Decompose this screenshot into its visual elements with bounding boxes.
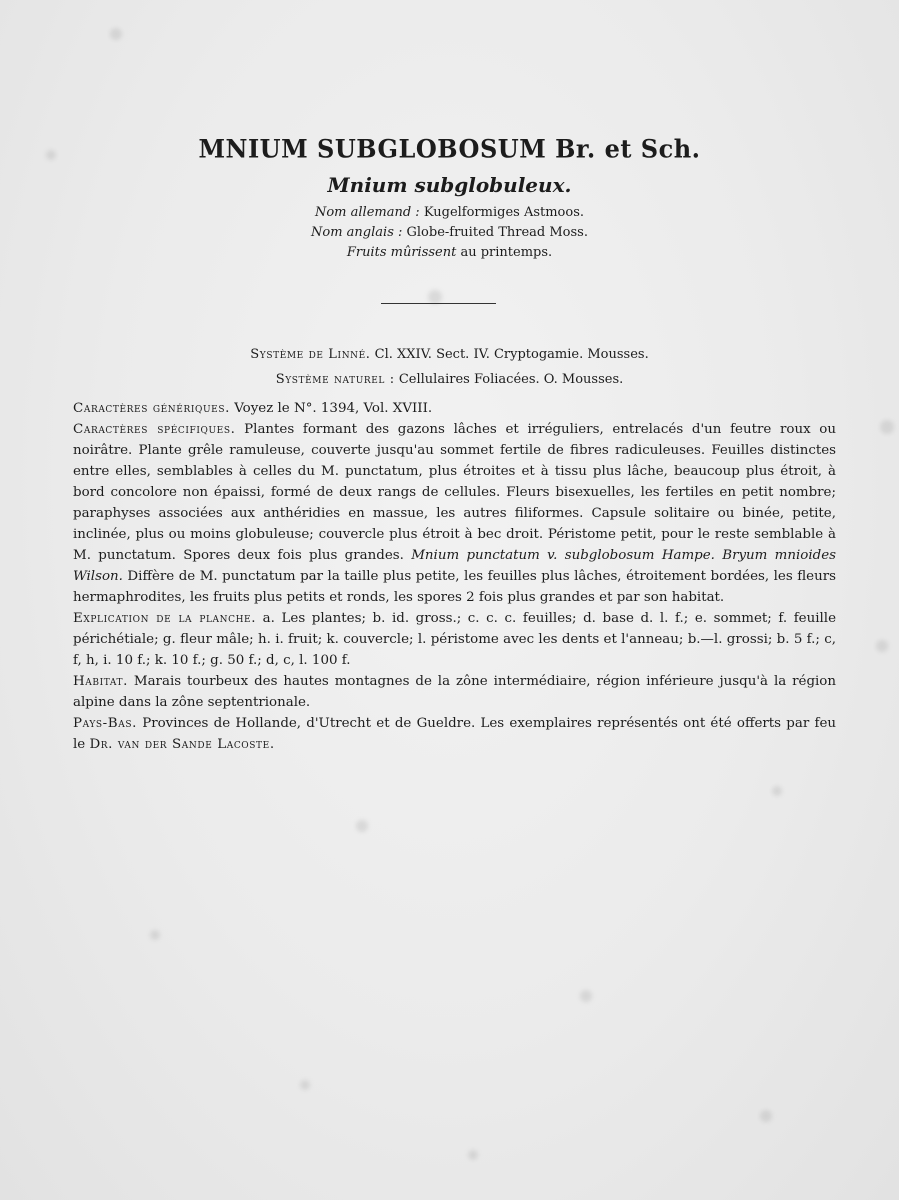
paper-spot bbox=[468, 1150, 478, 1160]
english-name-line bbox=[0, 225, 899, 240]
habitat-label: Habitat. bbox=[73, 674, 128, 689]
english-name-label: Nom anglais : bbox=[311, 225, 403, 240]
generic-characters-paragraph bbox=[73, 398, 836, 419]
netherlands-paragraph bbox=[73, 713, 836, 755]
specific-characters-paragraph bbox=[73, 419, 836, 608]
fruit-season-line bbox=[0, 245, 899, 260]
paper-spot bbox=[428, 290, 442, 304]
natural-system-line bbox=[0, 372, 899, 387]
natural-system-value: Cellulaires Foliacées. O. Mousses. bbox=[394, 372, 624, 387]
plate-explanation-text: a. Les plantes; b. id. gross.; c. c. c. feuilles; d. base d. l. f.; e. sommet; f. feuille périchétiale; g. fleur mâle; h. i. fruit; k. couvercle; l. péristome avec les dents et l'anneau; b.—l. grossi; b. 5 f.; c, f, h, i. 10 f.; k. 10 f.; g. 50 f.; d, c, l. 100 f. bbox=[73, 611, 836, 668]
linne-system-value: Cl. XXIV. Sect. IV. Cryptogamie. Mousses. bbox=[370, 347, 649, 362]
paper-spot bbox=[150, 930, 160, 940]
german-name-label: Nom allemand : bbox=[314, 205, 420, 220]
specific-characters-text: Plantes formant des gazons lâches et irréguliers, entrelacés d'un feutre roux ou noirâtre. Plante grêle ramuleuse, couverte jusqu'au sommet fertile de fibres radiculeuses. Feuilles distinctes entre elles, semblables à celles du M. punctatum, plus étroites et à tissu plus lâche, beaucoup plus étroit, à bord concolore non épaissi, formé de deux rangs de cellules. Fleurs bisexuelles, les fertiles en petit nombre; paraphyses associées aux anthéridies en massue, les autres filiformes. Capsule solitaire ou binée, petite, inclinée, plus ou moins globuleuse; couvercle plus étroit à bec droit. Péristome petit, pour le reste semblable à M. punctatum. Spores deux fois plus grandes. bbox=[73, 422, 836, 563]
paper-spot bbox=[580, 990, 592, 1002]
paper-spot bbox=[772, 786, 782, 796]
german-name-value: Kugelformiges Astmoos. bbox=[419, 205, 585, 220]
generic-characters-text: Voyez le N°. 1394, Vol. XVIII. bbox=[229, 401, 433, 416]
plate-explanation-label: Explication de la planche. bbox=[73, 611, 257, 626]
plate-explanation-paragraph bbox=[73, 608, 836, 671]
specific-characters-text-2: Diffère de M. punctatum par la taille plus petite, les feuilles plus lâches, étroitement bordées, les fleurs hermaphrodites, les fruits plus petits et ronds, les spores 2 fois plus grandes et par son habitat. bbox=[73, 569, 836, 605]
natural-system-label: Système naturel : bbox=[275, 372, 395, 387]
paper-spot bbox=[876, 640, 888, 652]
specific-characters-label: Caractères spécifiques. bbox=[73, 422, 236, 437]
paper-spot bbox=[880, 420, 894, 434]
fruit-season-value: au printemps. bbox=[456, 245, 553, 260]
fruit-season-label: Fruits mûrissent bbox=[346, 245, 457, 260]
linne-system-label: Système de Linné. bbox=[250, 347, 371, 362]
netherlands-text: Provinces de Hollande, d'Utrecht et de Gueldre. Les exemplaires représentés ont été offerts par feu le bbox=[73, 716, 836, 752]
paper-spot bbox=[760, 1110, 772, 1122]
netherlands-label: Pays-Bas. bbox=[73, 716, 137, 731]
paper-spot bbox=[356, 820, 368, 832]
page-subtitle: Mnium subglobuleux. bbox=[327, 173, 572, 197]
donor-name: Dr. van der Sande Lacoste bbox=[89, 737, 270, 752]
description-body bbox=[73, 398, 836, 755]
habitat-text: Marais tourbeux des hautes montagnes de la zône intermédiaire, région inférieure jusqu'à la région alpine dans la zône septentrionale. bbox=[73, 674, 836, 710]
divider-rule bbox=[381, 303, 496, 304]
netherlands-end: . bbox=[269, 737, 275, 752]
paper-spot bbox=[110, 28, 122, 40]
paper-spot bbox=[300, 1080, 310, 1090]
linne-system-line bbox=[0, 347, 899, 362]
synonyms-text: Mnium punctatum v. subglobosum Hampe. Bryum mnioides Wilson. bbox=[73, 548, 836, 584]
page-title: MNIUM SUBGLOBOSUM Br. et Sch. bbox=[198, 133, 701, 164]
english-name-value: Globe-fruited Thread Moss. bbox=[402, 225, 588, 240]
generic-characters-label: Caractères génériques. bbox=[73, 401, 230, 416]
habitat-paragraph bbox=[73, 671, 836, 713]
german-name-line bbox=[0, 205, 899, 220]
